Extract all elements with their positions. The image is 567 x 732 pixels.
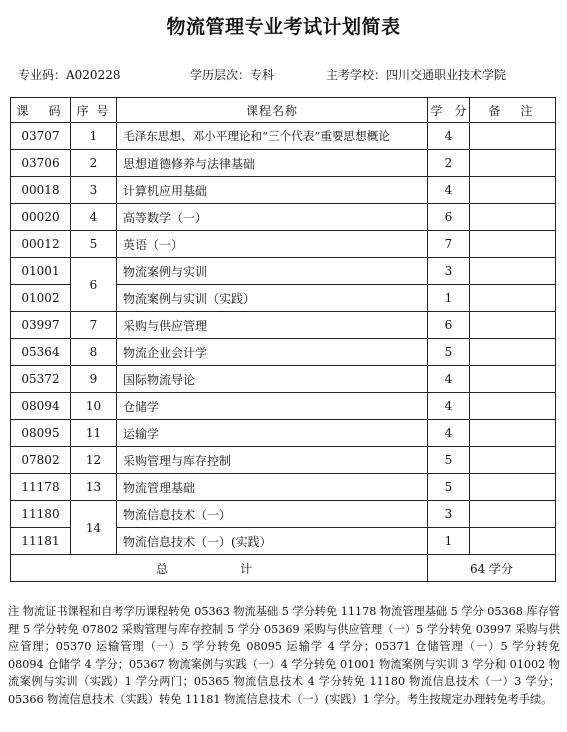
course-name: 物流案例与实训 xyxy=(117,258,428,285)
total-label: 总 计 xyxy=(11,555,428,582)
remark xyxy=(470,150,556,177)
course-code: 01002 xyxy=(11,285,71,312)
course-name: 思想道德修养与法律基础 xyxy=(117,150,428,177)
remark xyxy=(470,204,556,231)
seq-number: 10 xyxy=(71,393,117,420)
table-header-row xyxy=(11,98,556,123)
seq-number: 5 xyxy=(71,231,117,258)
seq-number: 2 xyxy=(71,150,117,177)
remark xyxy=(470,339,556,366)
credits: 4 xyxy=(428,123,470,150)
course-name: 物流信息技术（一） xyxy=(117,501,428,528)
header-code: 课 码 xyxy=(11,98,71,123)
remark xyxy=(470,528,556,555)
course-code: 11180 xyxy=(11,501,71,528)
course-code: 00012 xyxy=(11,231,71,258)
course-code: 11178 xyxy=(11,474,71,501)
remark xyxy=(470,447,556,474)
remark xyxy=(470,258,556,285)
credits: 3 xyxy=(428,501,470,528)
credits: 5 xyxy=(428,339,470,366)
course-code: 05364 xyxy=(11,339,71,366)
table-row xyxy=(11,258,556,285)
course-name: 物流信息技术（一）(实践） xyxy=(117,528,428,555)
seq-number: 11 xyxy=(71,420,117,447)
seq-number: 3 xyxy=(71,177,117,204)
course-name: 英语（一） xyxy=(117,231,428,258)
seq-number: 9 xyxy=(71,366,117,393)
course-name: 采购管理与库存控制 xyxy=(117,447,428,474)
table-row xyxy=(11,393,556,420)
course-code: 07802 xyxy=(11,447,71,474)
course-code: 00018 xyxy=(11,177,71,204)
credits: 6 xyxy=(428,204,470,231)
remark xyxy=(470,420,556,447)
seq-number: 1 xyxy=(71,123,117,150)
table-row xyxy=(11,123,556,150)
seq-number: 4 xyxy=(71,204,117,231)
transfer-note: 注 物流证书课程和自考学历课程转免 05363 物流基础 5 学分转免 11178 物流管理基础 5 学分 05368 库存管理 5 学分转免 07802 采购管理与库存控制 5 学分 05369 采购与供应管理（一）5 学分转免 03997 采购与供应管理；05370 运输管理（一）5 学分转免 08095 运输学 4 学分；05371 仓储管理（一）5 学分转免 08094 仓储学 4 学分；05367 物流案例与实践（一）4 学分转免 01001 物流案例与实训 3 学分和 01002 物流案例与实训（实践）1 学分两门；05365 物流信息技术 4 学分转免 11180 物流信息技术（一）3 学分；05366 物流信息技术（实践）转免 11181 物流信息技术（一）(实践）1 学分。考生按规定办理转免考手续。 xyxy=(8,605,560,706)
course-name: 物流管理基础 xyxy=(117,474,428,501)
course-code: 05372 xyxy=(11,366,71,393)
course-name: 高等数学（一） xyxy=(117,204,428,231)
course-name: 仓储学 xyxy=(117,393,428,420)
credits: 4 xyxy=(428,420,470,447)
course-name: 运输学 xyxy=(117,420,428,447)
seq-number: 12 xyxy=(71,447,117,474)
remark xyxy=(470,312,556,339)
header-seq: 序 号 xyxy=(71,98,117,123)
header-credits: 学 分 xyxy=(428,98,470,123)
course-name: 毛泽东思想、邓小平理论和“三个代表”重要思想概论 xyxy=(117,123,428,150)
credits: 3 xyxy=(428,258,470,285)
course-code: 08094 xyxy=(11,393,71,420)
table-row xyxy=(11,474,556,501)
course-name: 采购与供应管理 xyxy=(117,312,428,339)
course-name: 物流案例与实训（实践） xyxy=(117,285,428,312)
seq-number: 14 xyxy=(71,501,117,555)
header-course-name: 课程名称 xyxy=(117,98,428,123)
seq-number: 6 xyxy=(71,258,117,312)
remark xyxy=(470,231,556,258)
total-row xyxy=(11,555,556,582)
major-code: 专业码：A020228 xyxy=(18,68,121,82)
remark xyxy=(470,177,556,204)
credits: 1 xyxy=(428,528,470,555)
table-row xyxy=(11,501,556,528)
course-name: 计算机应用基础 xyxy=(117,177,428,204)
remark xyxy=(470,393,556,420)
remark xyxy=(470,366,556,393)
seq-number: 13 xyxy=(71,474,117,501)
course-code: 03706 xyxy=(11,150,71,177)
remark xyxy=(470,501,556,528)
course-code: 01001 xyxy=(11,258,71,285)
course-name: 物流企业会计学 xyxy=(117,339,428,366)
table-row xyxy=(11,339,556,366)
exam-school: 主考学校：四川交通职业技术学院 xyxy=(326,68,507,82)
seq-number: 8 xyxy=(71,339,117,366)
table-row xyxy=(11,204,556,231)
credits: 4 xyxy=(428,177,470,204)
course-code: 08095 xyxy=(11,420,71,447)
table-row xyxy=(11,177,556,204)
credits: 4 xyxy=(428,393,470,420)
table-row xyxy=(11,447,556,474)
education-level: 学历层次：专科 xyxy=(190,68,275,82)
course-name: 国际物流导论 xyxy=(117,366,428,393)
credits: 4 xyxy=(428,366,470,393)
table-row xyxy=(11,231,556,258)
course-code: 00020 xyxy=(11,204,71,231)
total-credits: 64 学分 xyxy=(428,555,556,582)
remark xyxy=(470,474,556,501)
table-row xyxy=(11,366,556,393)
seq-number: 7 xyxy=(71,312,117,339)
exam-plan-table xyxy=(10,97,556,582)
course-code: 03707 xyxy=(11,123,71,150)
credits: 7 xyxy=(428,231,470,258)
credits: 2 xyxy=(428,150,470,177)
course-code: 03997 xyxy=(11,312,71,339)
course-code: 11181 xyxy=(11,528,71,555)
table-row xyxy=(11,312,556,339)
credits: 1 xyxy=(428,285,470,312)
credits: 5 xyxy=(428,447,470,474)
page-title: 物流管理专业考试计划简表 xyxy=(166,16,401,38)
table-row xyxy=(11,150,556,177)
remark xyxy=(470,285,556,312)
table-row xyxy=(11,420,556,447)
header-remark: 备 注 xyxy=(470,98,556,123)
remark xyxy=(470,123,556,150)
credits: 5 xyxy=(428,474,470,501)
credits: 6 xyxy=(428,312,470,339)
